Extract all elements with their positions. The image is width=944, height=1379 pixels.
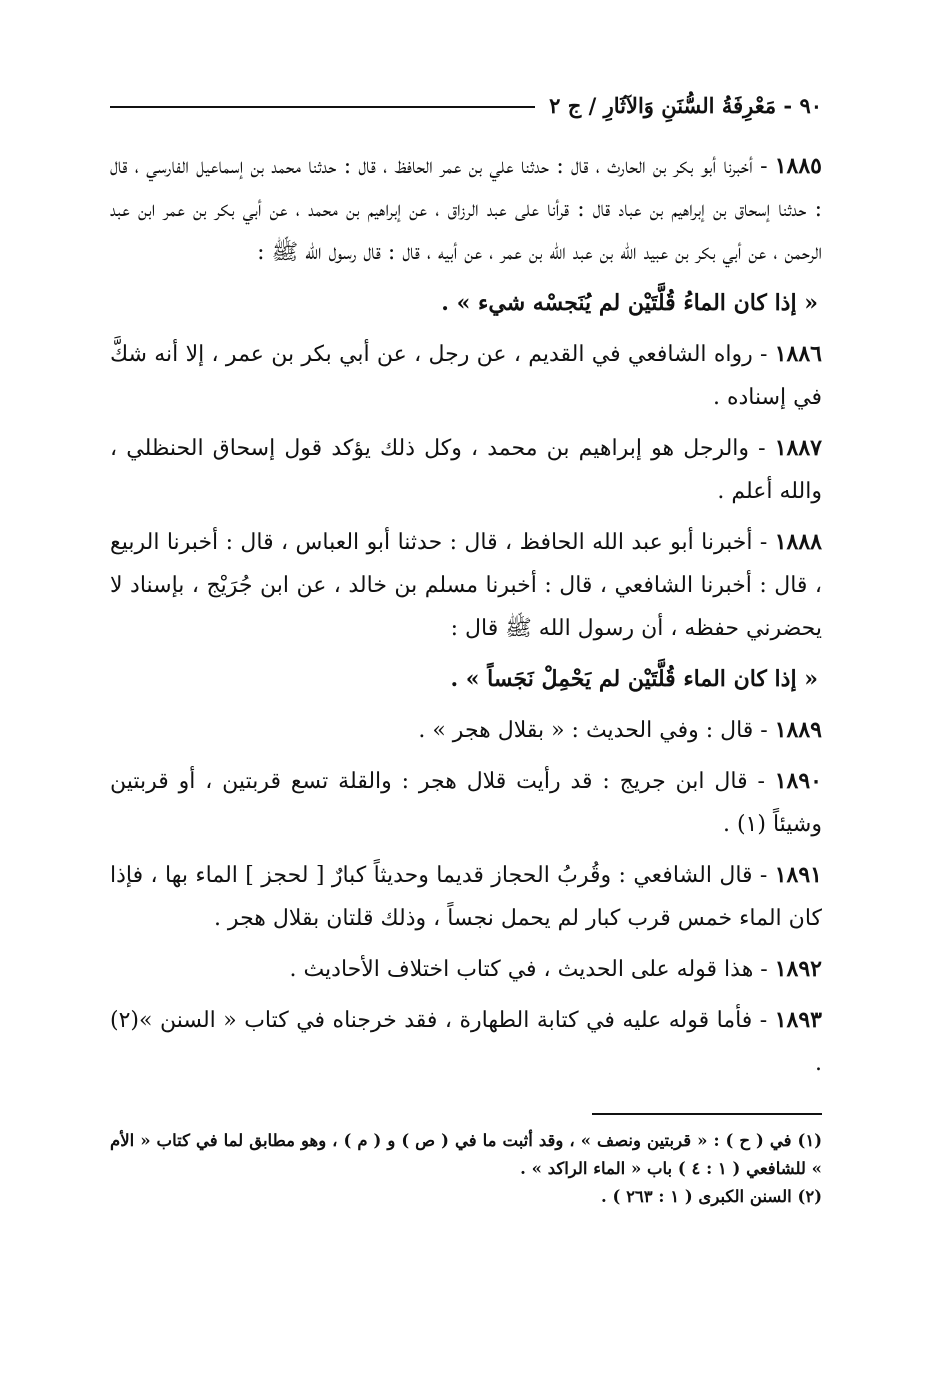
hadith-number: ١٨٨٦ [774,341,822,367]
running-title: ٩٠ - مَعْرِفَةُ السُّنَنِ وَالآثَارِ / ج ٢ [549,92,822,118]
paragraph-text: - والرجل هو إبراهيم بن محمد ، وكل ذلك يؤكد قول إسحاق الحنظلي ، والله أعلم . [110,436,822,504]
footnote-2: (٢) السنن الكبرى ( ١ : ٢٦٣ ) . [601,1187,822,1206]
paragraph-1890 [110,760,822,846]
hadith-number: ١٨٩٢ [774,956,822,982]
paragraph-1886 [110,333,822,419]
paragraph-text: - رواه الشافعي في القديم ، عن رجل ، عن أبي بكر بن عمر ، إلا أنه شكَّ في إسناده . [110,342,822,410]
hadith-number: ١٨٨٧ [774,435,822,461]
footnote-1: (١) في ( ح ) : « قربتين ونصف » ، وقد أثبت ما في ( ص ) و ( م ) ، وهو مطابق لما في كتاب « الأم » للشافعي ( ١ : ٤ ) باب « الماء الراكد » . [110,1131,822,1178]
hadith-number: ١٨٨٨ [774,529,822,555]
footnotes [110,1127,822,1211]
hadith-number: ١٨٩٣ [774,1007,822,1033]
hadith-quote: « إذا كان الماءُ قُلَّتَيْن لم يُنَجسْه شيء » . [441,290,818,316]
header-rule [110,106,535,108]
paragraph-text: - أخبرنا أبو عبد الله الحافظ ، قال : حدثنا أبو العباس ، قال : أخبرنا الربيع ، قال : أخبرنا الشافعي ، قال : أخبرنا مسلم بن خالد ، عن ابن جُرَيْج ، بإسناد لا يحضرني حفظه ، أن رسول الله ﷺ قال : [110,530,822,641]
paragraph-1887 [110,427,822,513]
hadith-number: ١٨٩١ [774,862,822,888]
paragraph-text: - فأما قوله عليه في كتابة الطهارة ، فقد خرجناه في كتاب « السنن »(٢) . [110,1008,822,1076]
paragraph-text: - قال ابن جريج : قد رأيت قلال هجر : والقلة تسع قربتين ، أو قربتين وشيئاً (١) . [110,769,822,837]
paragraph-1885 [110,145,822,274]
footnote-rule [592,1113,822,1115]
paragraph-1893 [110,999,822,1085]
paragraph-1892 [110,948,822,991]
hadith-quote: « إذا كان الماء قُلَّتَيْن لم يَحْمِلْ نَجَساً » . [450,666,818,692]
paragraph-text: - قال الشافعي : وقُربُ الحجاز قديما وحديثاً كبارٌ [ لحجز ] الماء بها ، فإذا كان الماء خمس قرب كبار لم يحمل نجساً ، وذلك قلتان بقلال هجر . [110,863,822,931]
paragraph-1888 [110,521,822,650]
hadith-number: ١٨٨٩ [774,717,822,743]
paragraph-text: - قال : وفي الحديث : « بقلال هجر » . [418,718,775,743]
page-body [110,145,822,1085]
paragraph-1889 [110,709,822,752]
paragraph-text: - أخبرنا أبو بكر بن الحارث ، قال : حدثنا علي بن عمر الحافظ ، قال : حدثنا محمد بن إسماعيل الفارسي ، قال : حدثنا إسحاق بن إبراهيم بن عباد قال : قرأنا على عبد الرزاق ، عن إبراهيم بن محمد ، عن أبي بكر بن عمر ابن عبد الرحمن ، عن أبي بكر بن عبيد الله بن عبد الله بن عمر ، عن أبيه ، قال : قال رسول الله ﷺ : [110,154,822,265]
hadith-number: ١٨٨٥ [774,153,822,179]
book-page [110,80,822,1211]
paragraph-1891 [110,854,822,940]
page-header [110,80,822,130]
hadith-number: ١٨٩٠ [774,768,822,794]
paragraph-text: - هذا قوله على الحديث ، في كتاب اختلاف الأحاديث . [289,957,775,982]
